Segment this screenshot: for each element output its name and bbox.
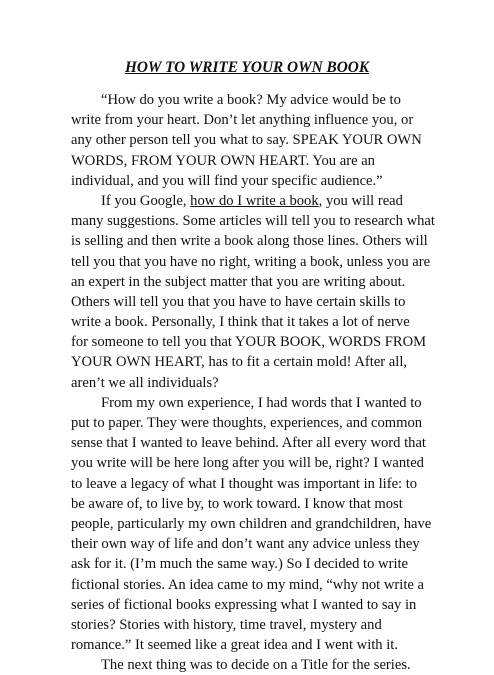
text-line: people, particularly my own children and grandchildren, have xyxy=(71,515,432,532)
text-line: write a book. Personally, I think that it takes a lot of nerve xyxy=(71,314,410,331)
text-line: an expert in the subject matter that you are writing about. xyxy=(71,273,406,290)
text-line: individual, and you will find your specific audience.” xyxy=(71,172,383,189)
document-body xyxy=(71,90,471,675)
text-line: fictional stories. An idea came to my mind, “why not write a xyxy=(71,576,425,593)
text-line: The next thing was to decide on a Title for the series. xyxy=(101,657,411,674)
text-line-with-link xyxy=(71,191,471,211)
text-line: for someone to tell you that YOUR BOOK, WORDS FROM xyxy=(71,334,427,351)
text-segment: If you Google, xyxy=(101,192,191,209)
text-line: their own way of life and don’t want any advice unless they xyxy=(71,536,420,553)
text-line: YOUR OWN HEART, has to fit a certain mold! After all, xyxy=(71,354,408,371)
text-line: From my own experience, I had words that I wanted to xyxy=(101,394,422,411)
text-line: “How do you write a book? My advice would be to xyxy=(101,92,401,108)
text-line: stories? Stories with history, time travel, mystery and xyxy=(71,616,382,633)
text-segment: , you will read xyxy=(318,192,403,209)
text-line: put to paper. They were thoughts, experiences, and common xyxy=(71,415,423,431)
text-line: WORDS, FROM YOUR OWN HEART. You are an xyxy=(71,152,375,169)
text-line: series of fictional books expressing what I wanted to say in xyxy=(71,596,417,613)
text-line: sense that I wanted to leave behind. After all every word that xyxy=(71,435,426,452)
text-line: is selling and then write a book along those lines. Others will xyxy=(71,233,428,250)
text-line: you write will be here long after you will be, right? I wanted xyxy=(71,455,424,472)
text-line: romance.” It seemed like a great idea and I went with it. xyxy=(71,637,399,654)
text-line: Others will tell you that you have to have certain skills to xyxy=(71,293,406,310)
text-line: tell you that you have no right, writing a book, unless you are xyxy=(71,253,431,270)
text-line: any other person tell you what to say. SPEAK YOUR OWN xyxy=(71,132,422,149)
text-line: be aware of, to live by, to work toward. I know that most xyxy=(71,495,403,512)
google-search-link[interactable]: how do I write a book xyxy=(190,192,319,209)
document-title: HOW TO WRITE YOUR OWN BOOK xyxy=(124,59,370,76)
text-line: many suggestions. Some articles will tell you to research what xyxy=(71,213,435,230)
text-line: to leave a legacy of what I thought was important in life: to xyxy=(71,475,418,492)
text-line: ask for it. (I’m much the same way.) So I decided to write xyxy=(71,556,409,573)
text-line: write from your heart. Don’t let anything influence you, or xyxy=(71,112,414,129)
text-line: aren’t we all individuals? xyxy=(71,374,219,391)
